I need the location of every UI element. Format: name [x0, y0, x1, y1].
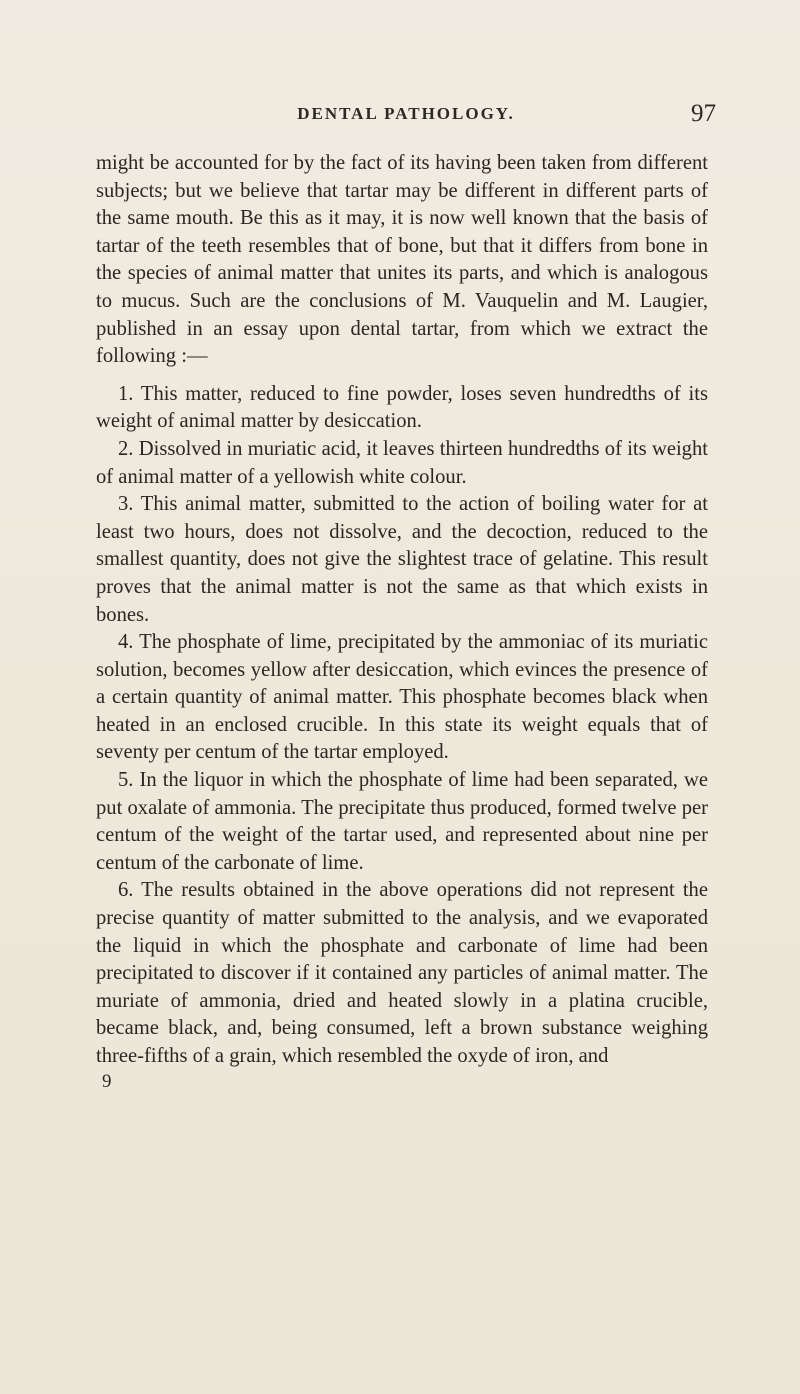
page-number: 97 — [691, 100, 716, 127]
running-head — [96, 100, 716, 134]
list-item-3: 3. This animal matter, submitted to the action of boiling water for at least two hours, does not dissolve, and the decoction, reduced to the smallest quantity, does not give the slightest trace of gelatine. This result proves that the animal matter is not the same as that which exists in bones. — [96, 493, 708, 626]
running-title: DENTAL PATHOLOGY. — [297, 104, 515, 123]
list-item-4: 4. The phosphate of lime, precipitated by the ammoniac of its muriatic solution, becomes yellow after desiccation, which evinces the presence of a certain quantity of animal matter. This phosphate becomes black when heated in an enclosed crucible. In this state its weight equals that of seventy per centum of the tartar employed. — [96, 631, 708, 764]
list-item-2: 2. Dissolved in muriatic acid, it leaves thirteen hundredths of its weight of animal matter of a yellowish white colour. — [96, 437, 708, 488]
intro-paragraph: might be accounted for by the fact of its having been taken from different subjects; but we believe that tartar may be different in different parts of the same mouth. Be this as it may, it is now well known that the basis of tartar of the teeth resembles that of bone, but that it differs from bone in the species of animal matter that unites its parts, and which is analogous to mucus. Such are the conclusions of M. Vauquelin and M. Laugier, published in an essay upon dental tartar, from which we extract the following :— — [96, 152, 708, 368]
body-text — [96, 150, 708, 1093]
list-item-6: 6. The results obtained in the above operations did not represent the precise quantity of matter submitted to the analysis, and we evaporated the liquid in which the phosphate and carbonate of lime had been precipitated to discover if it contained any particles of animal matter. The muriate of ammonia, dried and heated slowly in a platina crucible, became black, and, being consumed, left a brown substance weighing three-fifths of a grain, which resembled the oxyde of iron, and — [96, 879, 708, 1067]
list-item-1: 1. This matter, reduced to fine powder, loses seven hundredths of its weight of animal matter by desiccation. — [96, 382, 708, 433]
signature-mark: 9 — [102, 1070, 112, 1092]
list-item-5: 5. In the liquor in which the phosphate of lime had been separated, we put oxalate of ammonia. The precipitate thus produced, formed twelve per centum of the weight of the tartar used, and represented about nine per centum of the carbonate of lime. — [96, 769, 708, 874]
paragraph-gap — [96, 371, 708, 381]
